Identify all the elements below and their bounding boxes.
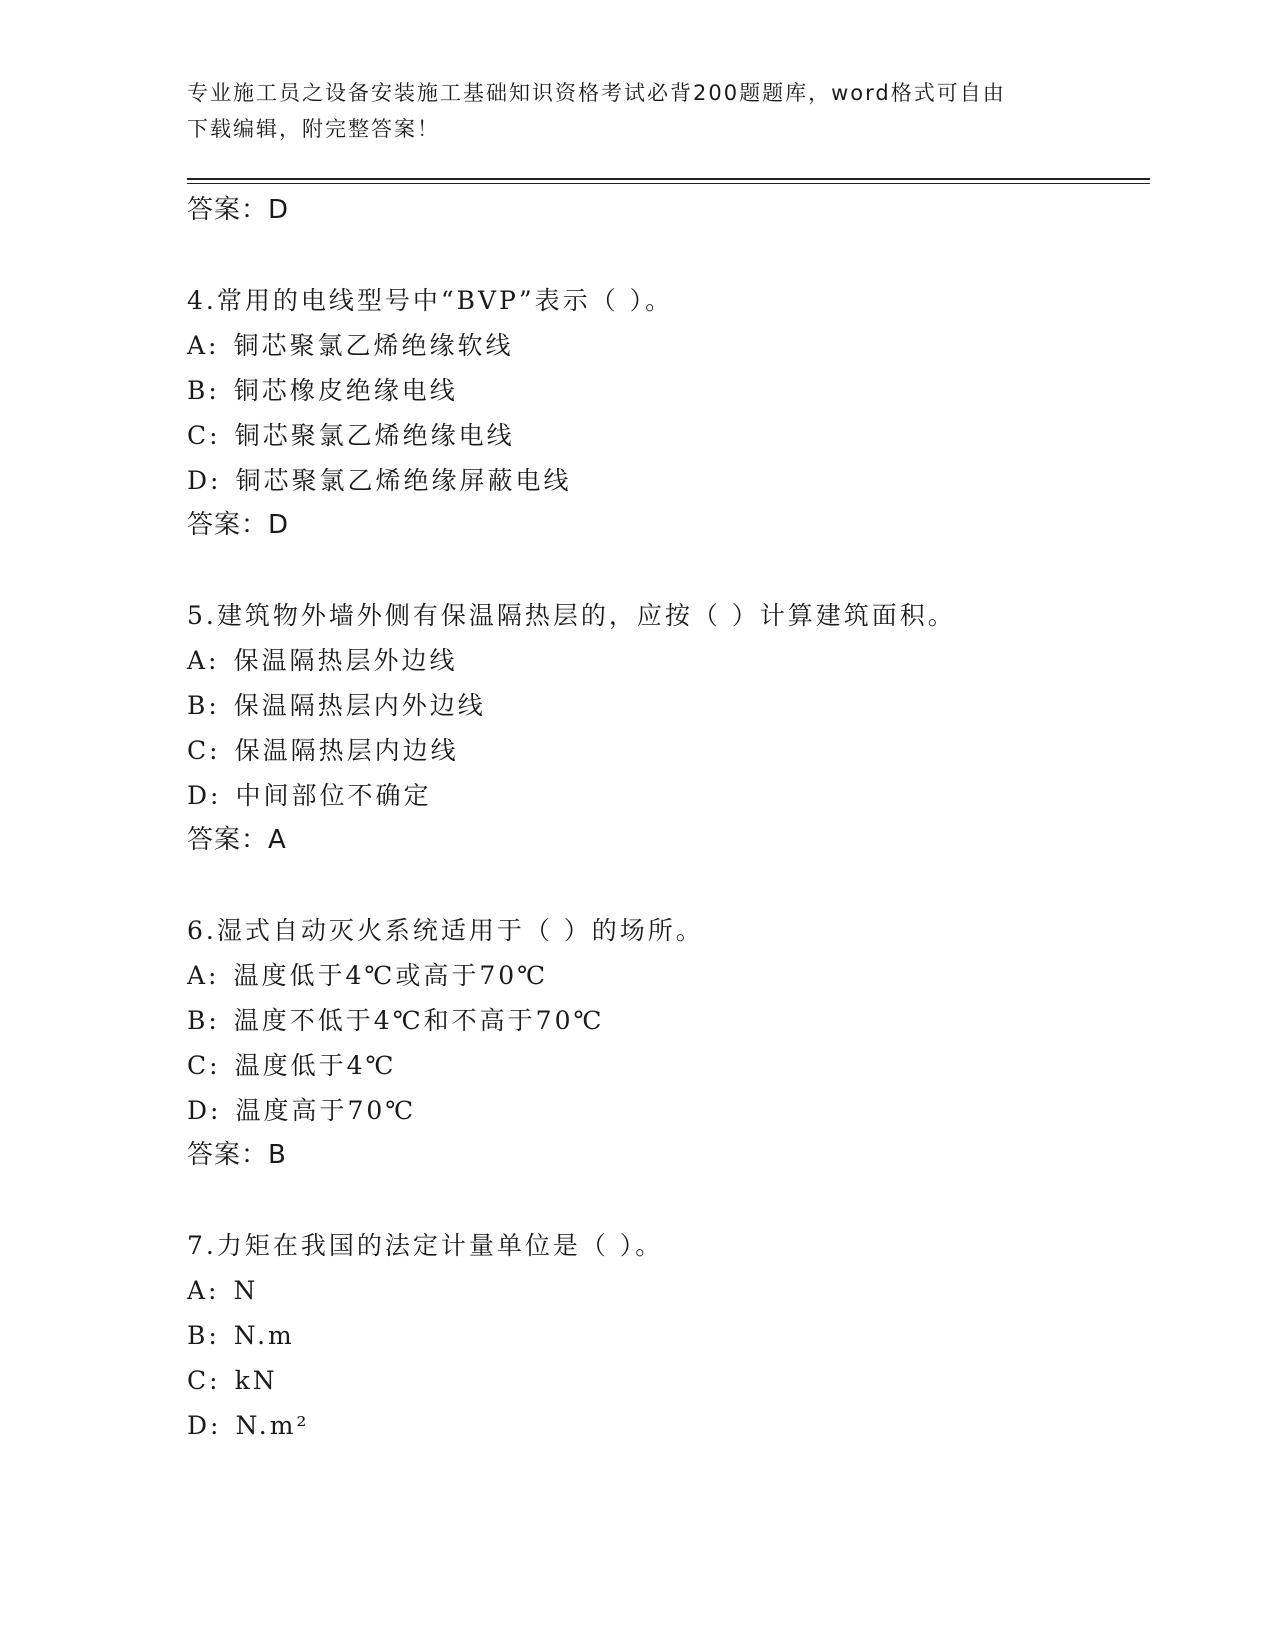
option-label: B:	[187, 1006, 220, 1035]
option-text: 温度低于4℃或高于70℃	[233, 961, 549, 990]
option-label: B:	[187, 1321, 220, 1350]
option-c	[187, 1358, 1147, 1403]
option-d	[187, 1403, 1147, 1448]
option-a	[187, 323, 1147, 368]
header-line-1: 专业施工员之设备安装施工基础知识资格考试必背200题题库，word格式可自由	[187, 81, 1006, 105]
option-text: 保温隔热层内外边线	[233, 691, 486, 720]
option-label: D:	[187, 781, 222, 810]
question-stem: 4.常用的电线型号中“BVP”表示（ ）。	[187, 286, 674, 315]
option-c	[187, 413, 1147, 458]
option-a	[187, 953, 1147, 998]
option-text: 铜芯聚氯乙烯绝缘软线	[233, 331, 514, 360]
header-divider	[187, 178, 1150, 184]
option-text: 铜芯聚氯乙烯绝缘屏蔽电线	[235, 466, 572, 495]
option-text: 中间部位不确定	[235, 781, 432, 810]
question-6	[187, 908, 1147, 1178]
spacer	[187, 1178, 1147, 1223]
option-a	[187, 638, 1147, 683]
option-label: A:	[187, 646, 220, 675]
option-b	[187, 1313, 1147, 1358]
header-line-2: 下载编辑，附完整答案！	[187, 117, 440, 141]
option-c	[187, 1043, 1147, 1088]
question-list	[187, 188, 1147, 1448]
answer-line: 答案：D	[187, 195, 290, 225]
option-label: B:	[187, 376, 220, 405]
question-5	[187, 593, 1147, 863]
option-label: D:	[187, 466, 222, 495]
option-label: C:	[187, 421, 221, 450]
option-text: N.m	[233, 1321, 295, 1350]
option-c	[187, 728, 1147, 773]
option-label: D:	[187, 1411, 222, 1440]
option-label: C:	[187, 736, 221, 765]
option-b	[187, 368, 1147, 413]
question-4	[187, 278, 1147, 548]
option-d	[187, 773, 1147, 818]
option-label: A:	[187, 1276, 220, 1305]
option-text: 保温隔热层内边线	[234, 736, 459, 765]
document-page	[187, 0, 1147, 1650]
question-stem: 7.力矩在我国的法定计量单位是（ ）。	[187, 1231, 664, 1260]
spacer	[187, 863, 1147, 908]
answer-line: 答案：B	[187, 1140, 287, 1170]
option-text: 温度不低于4℃和不高于70℃	[233, 1006, 605, 1035]
option-text: 保温隔热层外边线	[233, 646, 458, 675]
option-text: N.m²	[235, 1411, 310, 1440]
document-header	[187, 75, 1067, 147]
option-b	[187, 683, 1147, 728]
spacer	[187, 548, 1147, 593]
option-label: D:	[187, 1096, 222, 1125]
option-label: A:	[187, 961, 220, 990]
option-d	[187, 458, 1147, 503]
option-label: A:	[187, 331, 220, 360]
option-text: 温度低于4℃	[234, 1051, 397, 1080]
option-b	[187, 998, 1147, 1043]
option-text: 铜芯聚氯乙烯绝缘电线	[234, 421, 515, 450]
option-text: 铜芯橡皮绝缘电线	[233, 376, 458, 405]
question-stem: 5.建筑物外墙外侧有保温隔热层的，应按（ ）计算建筑面积。	[187, 601, 956, 630]
option-text: N	[233, 1276, 259, 1305]
option-text: 温度高于70℃	[235, 1096, 417, 1125]
answer-line: 答案：D	[187, 510, 290, 540]
question-7	[187, 1223, 1147, 1448]
option-label: B:	[187, 691, 220, 720]
option-label: C:	[187, 1366, 221, 1395]
spacer	[187, 233, 1147, 278]
option-d	[187, 1088, 1147, 1133]
option-a	[187, 1268, 1147, 1313]
answer-line: 答案：A	[187, 825, 287, 855]
option-label: C:	[187, 1051, 221, 1080]
question-stem: 6.湿式自动灭火系统适用于（ ）的场所。	[187, 916, 704, 945]
option-text: kN	[234, 1366, 278, 1395]
